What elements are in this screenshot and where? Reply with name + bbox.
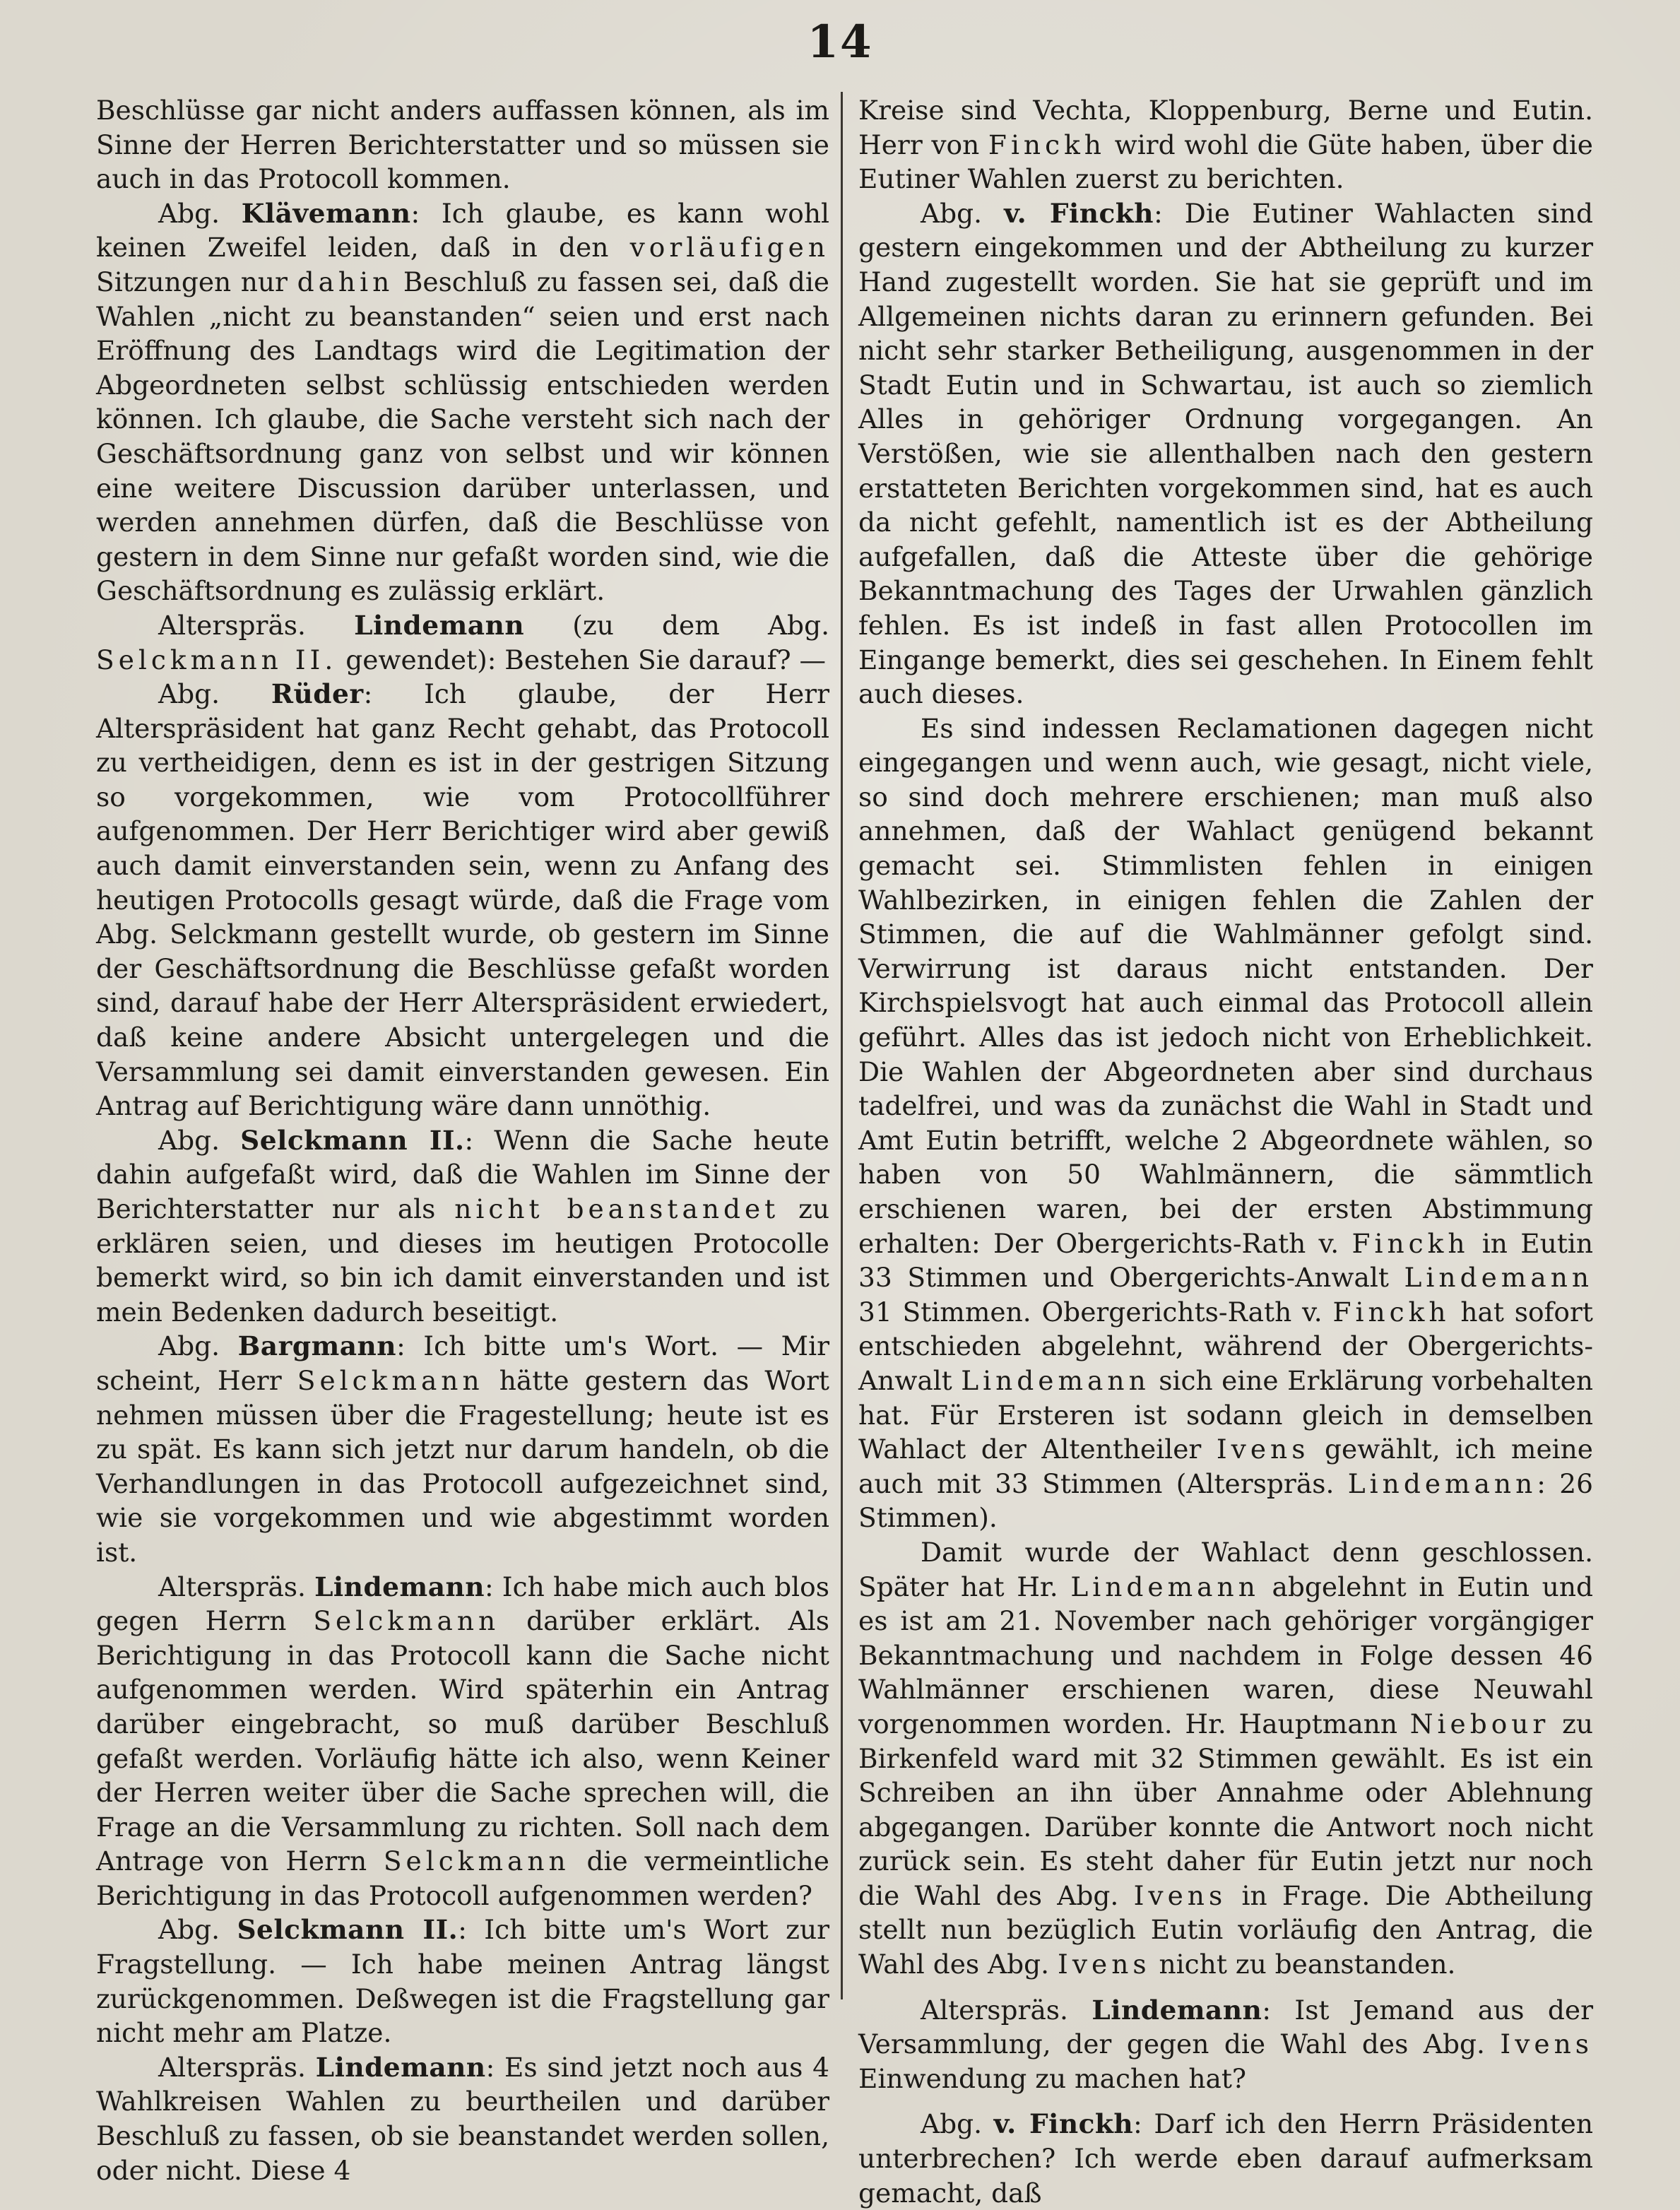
text-run: 31 Stimmen. Obergerichts-Rath v. [858, 1296, 1333, 1328]
paragraph [96, 1570, 829, 1913]
spaced-name: Finckh [1332, 1296, 1450, 1328]
text-run: nicht zu beanstanden. [1150, 1949, 1456, 1980]
text-run: Damit wurde der Wahlact denn geschlossen. Später hat Hr. [858, 1536, 1593, 1602]
speaker-name: Lindemann [314, 1571, 485, 1602]
spaced-name: Selckmann [313, 1605, 500, 1637]
spaced-name: Finckh [1351, 1227, 1469, 1259]
speaker-name: Lindemann [1092, 1994, 1262, 2026]
text-run: : Ich bitte um's Wort. — Mir scheint, Herr [96, 1330, 829, 1396]
spaced-name: Selckmann II. [96, 644, 338, 675]
paragraph [858, 93, 1593, 196]
text-run: gewählt, ich meine auch mit 33 Stimmen (Alterspräs. [858, 1434, 1593, 1499]
text-run: wird wohl die Güte haben, über die Eutiner Wahlen zuerst zu berichten. [858, 129, 1593, 195]
speaker-name: Selckmann II. [240, 1124, 465, 1156]
spaced-name: Selckmann [297, 1364, 484, 1396]
text-run: Beschluß zu fassen sei, daß die Wahlen „nicht zu beanstanden“ seien und erst nach Eröffnung des Landtags wird die Legitimation der Abgeordneten selbst schlüssig entschieden werden können. Ich glaube, die Sache versteht sich nach der Geschäftsordnung ganz von selbst und wir können eine weitere Discussion darüber unterlassen, und werden annehmen dürfen, daß die Beschlüsse von gestern in dem Sinne nur gefaßt worden sind, wie die Geschäftsordnung es zulässig erklärt. [96, 266, 830, 607]
text-run: Abg. [158, 1914, 237, 1946]
spaced-name: Lindemann [961, 1364, 1150, 1396]
paragraph [858, 196, 1593, 711]
text-run: gewendet): Bestehen Sie darauf? — [337, 644, 826, 675]
right-column [858, 93, 1593, 2210]
text-run: Abg. [921, 197, 1005, 229]
paragraph [96, 196, 829, 608]
speaker-name: Lindemann [354, 609, 525, 641]
speaker-name: Rüder [271, 678, 364, 710]
text-run: darüber erklärt. Als Berichtigung in das Protocoll kann die Sache nicht aufgenommen werden. Wird späterhin ein Antrag darüber eingebracht, so muß darüber Beschluß gefaßt werden. Vorläufig hätte ich also, wenn Keiner der Herren weiter über die Sache sprechen will, die Frage an die Versammlung zu richten. Soll nach dem Antrage von Herrn [96, 1605, 829, 1877]
text-run: Abg. [158, 1124, 241, 1156]
text-run: : Ich bitte um's Wort zur Fragstellung. — Ich habe meinen Antrag längst zurückgenommen. Deßwegen ist die Fragstellung gar nicht mehr am Platze. [96, 1914, 830, 2049]
spaced-name: nicht beanstandet [454, 1193, 780, 1224]
text-run: : Ich habe mich auch blos gegen Herrn [96, 1571, 829, 1637]
text-run: (zu dem Abg. [524, 609, 829, 641]
text-run: hätte gestern das Wort nehmen müssen über die Fragestellung; heute ist es zu spät. Es kann sich jetzt nur darum handeln, ob die Verhandlungen in das Protocoll aufgezeichnet sind, wie sie vorgekommen und wie abgestimmt worden ist. [96, 1364, 829, 1568]
text-run: : Darf ich den Herrn Präsidenten unterbrechen? Ich werde eben darauf aufmerksam gemacht, daß [858, 2108, 1594, 2209]
text-run: : 26 Stimmen). [858, 1467, 1593, 1534]
spaced-name: Ivens [1133, 1879, 1227, 1911]
spaced-name: Finckh [988, 129, 1106, 160]
text-run: : Ist Jemand aus der Versammlung, der gegen die Wahl des Abg. [858, 1994, 1593, 2060]
text-run: Sitzungen nur [96, 266, 297, 297]
text-run: Abg. [158, 197, 242, 229]
text-run: : Wenn die Sache heute dahin aufgefaßt wird, daß die Wahlen im Sinne der Berichterstatter nur als [96, 1124, 829, 1224]
text-run: : Es sind jetzt noch aus 4 Wahlkreisen Wahlen zu beurtheilen und darüber Beschluß zu fassen, ob sie beanstandet werden sollen, oder nicht. Diese 4 [96, 2051, 829, 2186]
text-run: Abg. [158, 678, 271, 710]
spaced-name: Ivens [1500, 2028, 1593, 2060]
speaker-name: Bargmann [237, 1330, 397, 1362]
speaker-name: v. Finckh [1004, 197, 1154, 229]
text-run: sich eine Erklärung vorbehalten hat. Für Ersteren ist sodann gleich in demselben Wahlact der Altentheiler [858, 1364, 1594, 1465]
spaced-name: Niebour [1409, 1708, 1550, 1739]
column-divider [841, 92, 843, 1999]
spaced-name: Lindemann [1070, 1571, 1260, 1602]
paragraph [858, 2107, 1593, 2210]
text-run: Abg. [158, 1330, 238, 1362]
speaker-name: v. Finckh [993, 2108, 1134, 2140]
text-run: Einwendung zu machen hat? [858, 2062, 1247, 2094]
spaced-name: dahin [297, 266, 394, 297]
text-run: in Eutin 33 Stimmen und Obergerichts-Anwalt [858, 1227, 1593, 1294]
text-run: hat sofort entschieden abgelehnt, während der Obergerichts-Anwalt [858, 1296, 1593, 1396]
spaced-name: vorläufigen [629, 232, 829, 264]
text-run: Beschlüsse gar nicht anders auffassen können, als im Sinne der Herren Berichterstatter und so müssen sie auch in das Protocoll kommen. [96, 95, 829, 195]
speaker-name: Selckmann II. [237, 1914, 459, 1946]
paragraph [96, 1123, 829, 1330]
paragraph [96, 1913, 829, 2050]
text-run: Alterspräs. [921, 1994, 1092, 2026]
speaker-name: Lindemann [315, 2051, 486, 2083]
text-run: abgelehnt in Eutin und es ist am 21. November nach gehöriger vorgängiger Bekanntmachung und nachdem in Folge dessen 46 Wahlmänner erschienen waren, diese Neuwahl vorgenommen worden. Hr. Hauptmann [858, 1571, 1593, 1739]
paragraph [858, 711, 1593, 1535]
text-run: die vermeintliche Berichtigung in das Protocoll aufgenommen werden? [96, 1845, 829, 1911]
text-run: : Ich glaube, es kann wohl keinen Zweifel leiden, daß in den [96, 197, 829, 264]
spaced-name: Lindemann [1404, 1262, 1593, 1294]
left-column [96, 93, 829, 2187]
text-run: zu erklären seien, und dieses im heutigen Protocolle bemerkt wird, so bin ich damit einverstanden und ist mein Bedenken dadurch beseitigt. [96, 1193, 829, 1328]
paragraph [96, 608, 829, 677]
text-run: Alterspräs. [158, 1571, 315, 1602]
text-run: Kreise sind Vechta, Kloppenburg, Berne und Eutin. Herr von [858, 95, 1593, 160]
paragraph [858, 1993, 1593, 2096]
paragraph [96, 2050, 829, 2187]
spaced-name: Ivens [1216, 1434, 1310, 1465]
paragraph [96, 677, 829, 1123]
spaced-name: Selckmann [383, 1845, 570, 1877]
text-run: Abg. [921, 2108, 994, 2140]
text-run: Alterspräs. [158, 2051, 316, 2083]
speaker-name: Klävemann [241, 197, 411, 229]
text-run: Alterspräs. [158, 609, 355, 641]
text-run: : Die Eutiner Wahlacten sind gestern eingekommen und der Abtheilung zu kurzer Hand zugestellt worden. Sie hat sie geprüft und im Allgemeinen nichts daran zu erinnern gefunden. Bei nicht sehr starker Betheiligung, ausgenommen in der Stadt Eutin und in Schwartau, ist auch so ziemlich Alles in gehöriger Ordnung vorgegangen. An Verstößen, wie sie allenthalben nach den gestern erstatteten Berichten vorgekommen sind, hat es auch da nicht gefehlt, namentlich ist es der Abtheilung aufgefallen, daß die Atteste über die gehörige Bekanntmachung des Tages der Urwahlen gänzlich fehlen. Es ist indeß in fast allen Protocollen im Eingange bemerkt, dies sei geschehen. In Einem fehlt auch dieses. [858, 197, 1593, 710]
text-run: zu Birkenfeld ward mit 32 Stimmen gewählt. Es ist ein Schreiben an ihn über Annahme oder Ablehnung abgegangen. Darüber konnte die Antwort noch nicht zurück sein. Es steht daher für Eutin jetzt nur noch die Wahl des Abg. [858, 1708, 1593, 1911]
paragraph [858, 1535, 1593, 1982]
page-number: 14 [807, 16, 873, 69]
spaced-name: Lindemann [1347, 1467, 1537, 1499]
paragraph [96, 1329, 829, 1569]
spaced-name: Ivens [1058, 1949, 1151, 1980]
paragraph [96, 93, 829, 196]
text-run: : Ich glaube, der Herr Alterspräsident hat ganz Recht gehabt, das Protocoll zu vertheidigen, denn es ist in der gestrigen Sitzung so vorgekommen, wie vom Protocollführer aufgenommen. Der Herr Berichtiger wird aber gewiß auch damit einverstanden sein, wenn zu Anfang des heutigen Protocolls gesagt würde, daß die Frage vom Abg. Selckmann gestellt wurde, ob gestern im Sinne der Geschäftsordnung die Beschlüsse gefaßt worden sind, darauf habe der Herr Alterspräsident erwiedert, daß keine andere Absicht untergelegen und die Versammlung sei damit einverstanden gewesen. Ein Antrag auf Berichtigung wäre dann unnöthig. [96, 678, 829, 1122]
text-run: in Frage. Die Abtheilung stellt nun bezüglich Eutin vorläufig den Antrag, die Wahl des Abg. [858, 1879, 1593, 1980]
text-run: Es sind indessen Reclamationen dagegen nicht eingegangen und wenn auch, wie gesagt, nicht viele, so sind doch mehrere erschienen; man muß also annehmen, daß der Wahlact genügend bekannt gemacht sei. Stimmlisten fehlen in einigen Wahlbezirken, in einigen fehlen die Zahlen der Stimmen, die auf die Wahlmänner gefolgt sind. Verwirrung ist daraus nicht entstanden. Der Kirchspielsvogt hat auch einmal das Protocoll allein geführt. Alles das ist jedoch nicht von Erheblichkeit. Die Wahlen der Abgeordneten aber sind durchaus tadelfrei, und was da zunächst die Wahl in Stadt und Amt Eutin betrifft, welche 2 Abgeordnete wählen, so haben von 50 Wahlmännern, die sämmtlich erschienen waren, bei der ersten Abstimmung erhalten: Der Obergerichts-Rath v. [858, 712, 1593, 1259]
